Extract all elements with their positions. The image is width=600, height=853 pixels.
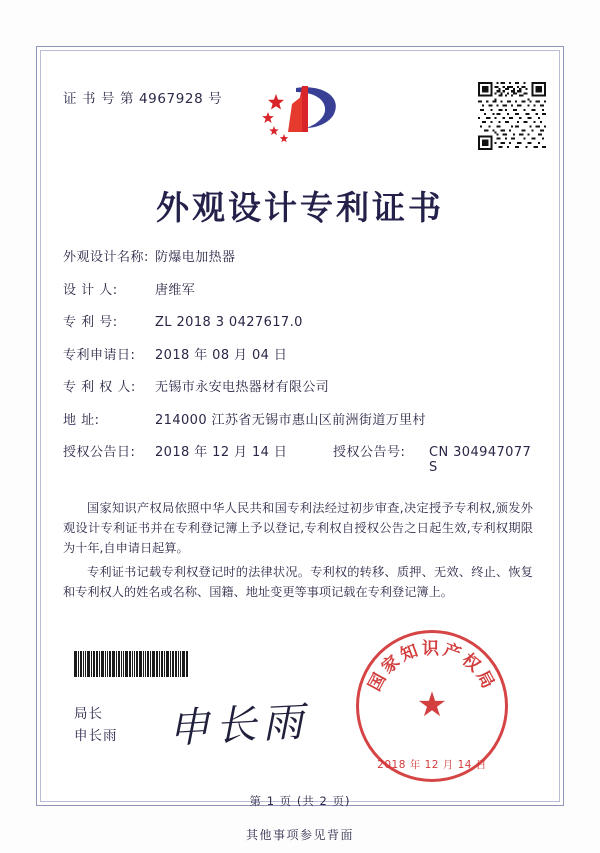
- seal-star-icon: ★: [416, 687, 448, 724]
- field-label-grant-date: 授权公告日:: [63, 445, 136, 460]
- field-label: 专 利 号:: [63, 315, 118, 330]
- field-value: 唐维军: [155, 282, 196, 298]
- field-row-designer: [63, 279, 533, 298]
- barcode: [74, 651, 226, 677]
- field-label: 外观设计名称:: [63, 250, 149, 265]
- field-list: [63, 246, 533, 489]
- field-row-patentee: [63, 376, 533, 395]
- legal-paragraph-1: 国家知识产权局依照中华人民共和国专利法经过初步审查,决定授予专利权,颁发外观设计专利证书并在专利登记簿上予以登记,专利权自授权公告之日起生效,专利权期限为十年,自申请日起算。: [63, 501, 533, 555]
- field-value: 2018 年 08 月 04 日: [155, 347, 288, 363]
- field-value: ZL 2018 3 0427617.0: [155, 315, 303, 330]
- field-value-grant-date: 2018 年 12 月 14 日: [155, 445, 288, 460]
- director-title: 局长: [74, 706, 103, 722]
- field-row-patent-number: [63, 311, 533, 330]
- field-row-grant-announcement: [63, 441, 533, 475]
- field-label-grant-number: 授权公告号:: [333, 445, 406, 460]
- field-row-application-date: [63, 344, 533, 363]
- legal-paragraph-2: 专利证书记载专利权登记时的法律状况。专利权的转移、质押、无效、终止、恢复和专利权人的姓名或名称、国籍、地址变更等事项记载在专利登记簿上。: [63, 565, 533, 599]
- field-label: 专 利 权 人:: [63, 380, 136, 395]
- handwritten-signature: 申长雨: [167, 697, 311, 753]
- field-row-address: [63, 409, 533, 428]
- cnipa-logo: [246, 80, 356, 152]
- field-value: 214000 江苏省无锡市惠山区前洲街道万里村: [155, 412, 426, 428]
- signature-block: [74, 703, 118, 747]
- footer-note: 其他事项参见背面: [245, 828, 354, 842]
- field-label: 专利申请日:: [63, 347, 136, 363]
- field-label: 地 址:: [63, 412, 100, 428]
- qr-code: [478, 82, 546, 150]
- certificate-serial-number: 证 书 号 第 4967928 号: [63, 91, 223, 107]
- legal-text: [63, 498, 533, 606]
- field-value-grant-number: CN 304947077 S: [429, 445, 532, 475]
- field-label: 设 计 人:: [63, 282, 118, 298]
- field-value: 无锡市永安电热器材有限公司: [155, 380, 330, 395]
- field-value: 防爆电加热器: [155, 250, 236, 265]
- page-title: 外观设计专利证书: [156, 188, 444, 227]
- page-number: 第 1 页 (共 2 页): [249, 794, 351, 808]
- official-seal: [356, 630, 508, 782]
- director-name: 申长雨: [74, 728, 118, 744]
- field-row-design-name: [63, 246, 533, 265]
- seal-date: 2018 年 12 月 14 日: [377, 759, 487, 771]
- seal-arc-text: 国家知识产权局: [364, 639, 500, 695]
